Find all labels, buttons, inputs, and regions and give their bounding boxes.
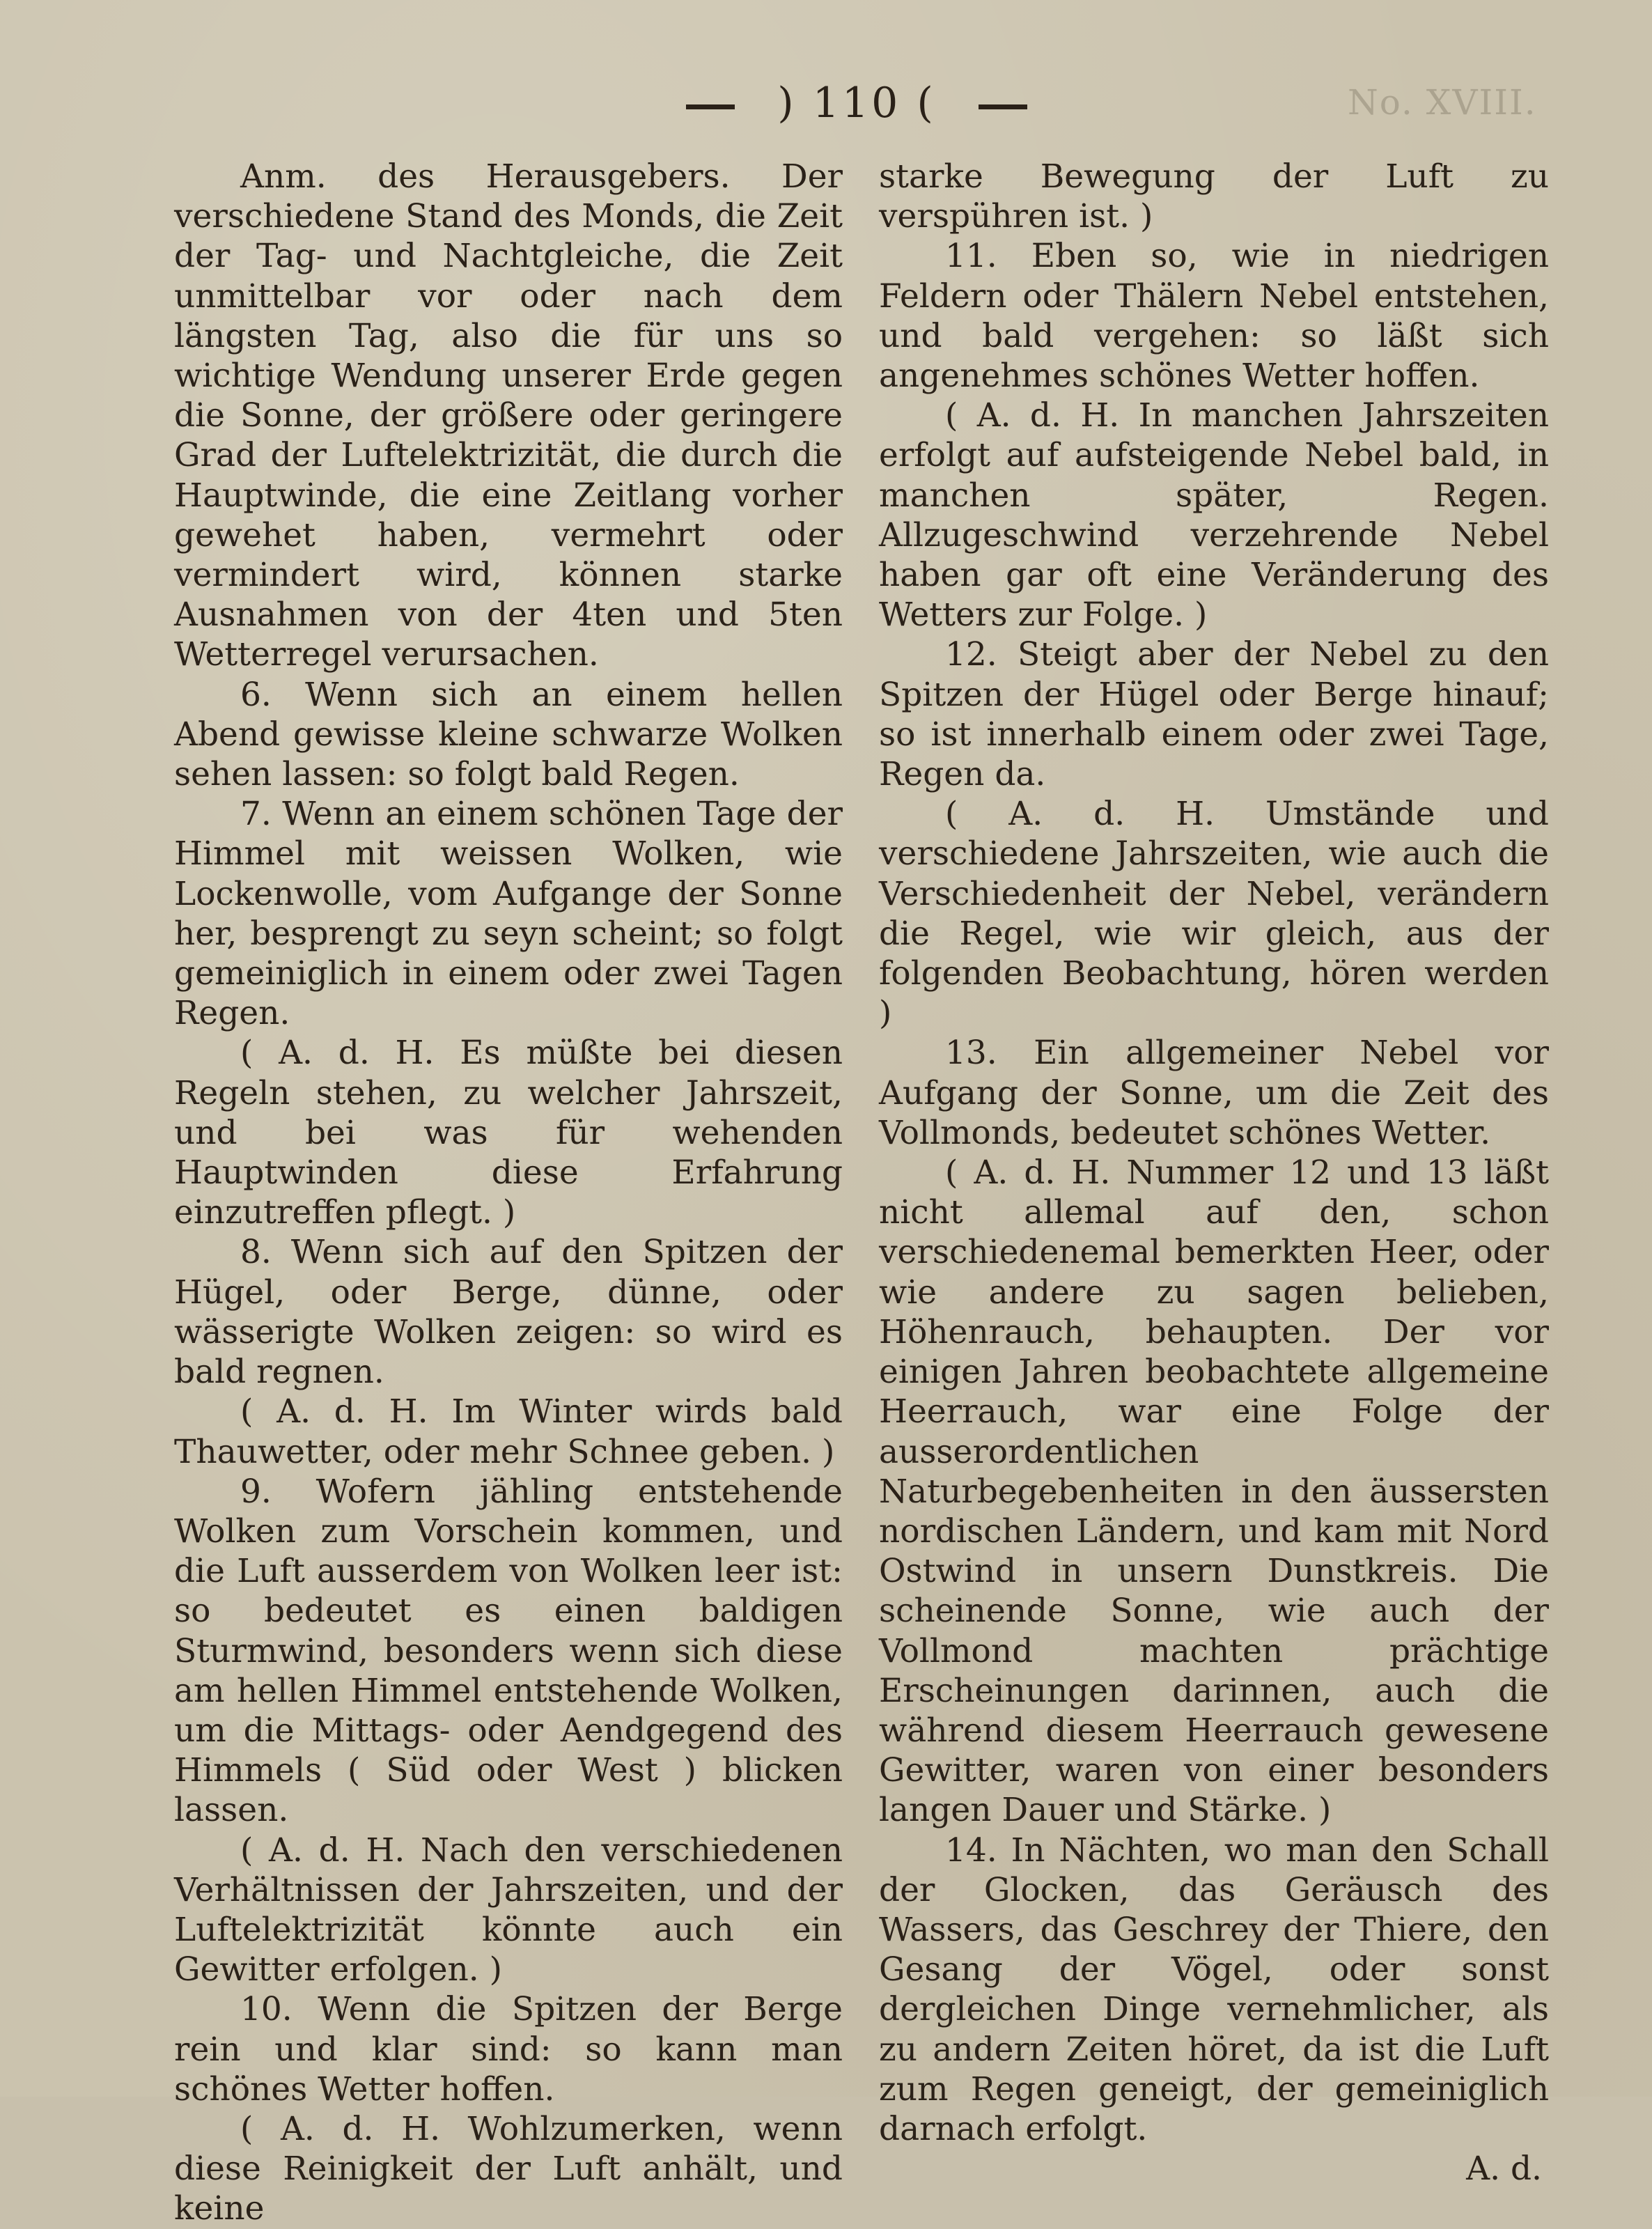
note-paragraph: ( A. d. H. Nummer 12 und 13 läßt nicht allemal auf den, schon verschiedenemal bemerkten Heer, oder wie andere zu sagen belieben, Höhenrauch, behaupten. Der vor einigen Jahren beobachtete allgemeine Heerrauch, war eine Folge der ausserordentlichen Naturbegebenheiten in den äussersten nordischen Ländern, und kam mit Nord Ostwind in unsern Dunstkreis. Die scheinende Sonne, wie auch der Vollmond machten prächtige Erscheinungen darinnen, auch die während diesem Heerrauch gewesene Gewitter, waren von einer besonders langen Dauer und Stärke. ) (879, 1154, 1549, 1830)
rule-paragraph-6: 6. Wenn sich an einem hellen Abend gewisse kleine schwarze Wolken sehen lassen: so folgt bald Regen. (174, 675, 843, 794)
note-paragraph: ( A. d. H. Es müßte bei diesen Regeln stehen, zu welcher Jahrszeit, und bei was für wehenden Hauptwinden diese Erfahrung einzutreffen pflegt. ) (174, 1034, 843, 1232)
rule-paragraph-14: 14. In Nächten, wo man den Schall der Glocken, das Geräusch des Wassers, das Geschrey der Thiere, den Gesang der Vögel, oder sonst dergleichen Dinge vernehmlicher, als zu andern Zeiten höret, da ist die Luft zum Regen geneigt, der gemeiniglich darnach erfolgt. (879, 1831, 1549, 2148)
note-paragraph: Anm. des Herausgebers. Der verschiedene Stand des Monds, die Zeit der Tag- und Nachtgleiche, die Zeit unmittelbar vor oder nach dem längsten Tag, also die für uns so wichtige Wendung unserer Erde gegen die Sonne, der größere oder geringere Grad der Luftelektrizität, die durch die Hauptwinde, die eine Zeitlang vorher gewehet haben, vermehrt oder vermindert wird, können starke Ausnahmen von der 4ten und 5ten Wetterregel verursachen. (174, 157, 843, 674)
right-column (879, 157, 1549, 2189)
rule-paragraph-13: 13. Ein allgemeiner Nebel vor Aufgang der Sonne, um die Zeit des Vollmonds, bedeutet schönes Wetter. (879, 1034, 1549, 1152)
header-rule-left (686, 104, 735, 109)
note-paragraph: ( A. d. H. Umstände und verschiedene Jahrszeiten, wie auch die Verschiedenheit der Nebel, verändern die Regel, wie wir gleich, aus der folgenden Beobachtung, hören werden ) (879, 795, 1549, 1033)
rule-paragraph-9: 9. Wofern jähling entstehende Wolken zum Vorschein kommen, und die Luft ausserdem von Wolken leer ist: so bedeutet es einen baldigen Sturmwind, besonders wenn sich diese am hellen Himmel entstehende Wolken, um die Mittags- oder Aendgegend des Himmels ( Süd oder West ) blicken lassen. (174, 1472, 843, 1830)
bleed-through-text: No. XVIII. (1348, 82, 1537, 123)
note-paragraph: ( A. d. H. Nach den verschiedenen Verhältnissen der Jahrszeiten, und der Luftelektrizität könnte auch ein Gewitter erfolgen. ) (174, 1831, 843, 1989)
page-number: ) 110 ( (777, 79, 936, 127)
continued-paragraph: starke Bewegung der Luft zu verspühren ist. ) (879, 157, 1549, 236)
rule-paragraph-11: 11. Eben so, wie in niedrigen Feldern oder Thälern Nebel entstehen, und bald vergehen: so läßt sich angenehmes schönes Wetter hoffen. (879, 237, 1549, 396)
rule-paragraph-8: 8. Wenn sich auf den Spitzen der Hügel, oder Berge, dünne, oder wässerigte Wolken zeigen: so wird es bald regnen. (174, 1233, 843, 1392)
rule-paragraph-7: 7. Wenn an einem schönen Tage der Himmel mit weissen Wolken, wie Lockenwolle, vom Aufgange der Sonne her, besprengt zu seyn scheint; so folgt gemeiniglich in einem oder zwei Tagen Regen. (174, 795, 843, 1033)
left-column (174, 157, 843, 2229)
signature: A. d. (1466, 2150, 1542, 2189)
note-paragraph: ( A. d. H. In manchen Jahrszeiten erfolgt auf aufsteigende Nebel bald, in manchen später, Regen. Allzugeschwind verzehrende Nebel haben gar oft eine Veränderung des Wetters zur Folge. ) (879, 396, 1549, 635)
note-paragraph: ( A. d. H. Wohlzumerken, wenn diese Reinigkeit der Luft anhält, und keine (174, 2109, 843, 2228)
header-rule-right (979, 104, 1027, 109)
rule-paragraph-10: 10. Wenn die Spitzen der Berge rein und klar sind: so kann man schönes Wetter hoffen. (174, 1990, 843, 2108)
rule-paragraph-12: 12. Steigt aber der Nebel zu den Spitzen der Hügel oder Berge hinauf; so ist innerhalb einem oder zwei Tage, Regen da. (879, 635, 1549, 794)
note-paragraph: ( A. d. H. Im Winter wirds bald Thauwetter, oder mehr Schnee geben. ) (174, 1392, 843, 1471)
